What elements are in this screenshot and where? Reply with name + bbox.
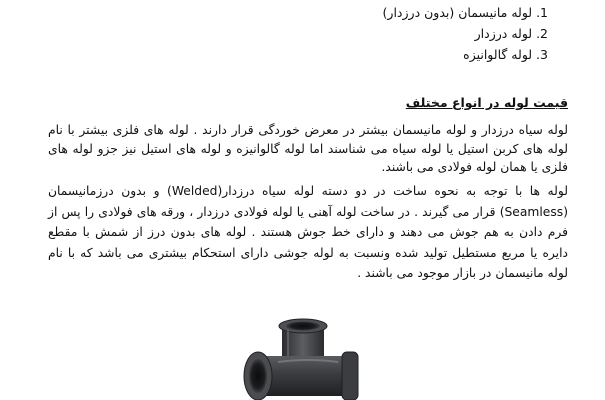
list-item: 2. لوله درزدار bbox=[474, 26, 548, 41]
paragraph-corrosion: لوله سیاه درزدار و لوله مانیسمان بیشتر در معرض خوردگی قرار دارند . لوله های فلزی بیشتر با نام لوله های کربن استیل یا لوله سیاه می شناسند اما لوله گالوانیزه و لوله های استیل نیز جزو لوله های فلزی یا همان لوله فولادی می باشند. bbox=[48, 123, 568, 174]
tee-right-collar bbox=[342, 352, 358, 400]
section-heading: قیمت لوله در انواع مختلف bbox=[405, 95, 568, 110]
list-item: 1. لوله مانیسمان (بدون درزدار) bbox=[382, 5, 548, 20]
paragraph-manufacturing: لوله ها با توجه به نحوه ساخت در دو دسته لوله سیاه درزدار(Welded) و بدون درزمانیسمان (Seamless) قرار می گیرند . در ساخت لوله آهنی یا لوله فولادی درزدار ، ورقه های فولادی را پس از فرم دادن به هم جوش می دهند و دارای خط جوش هستند . لوله های بدون درز از شمش با مقطع دایره یا مربع مستطیل تولید شده ونسبت به لوله جوشی دارای استحکام بیشتری می باشد که با نام لوله مانیسمان در بازار موجود می باشند . bbox=[48, 184, 568, 280]
tee-left-opening bbox=[249, 359, 267, 393]
pipe-tee-fitting-image bbox=[238, 318, 366, 400]
tee-branch-opening bbox=[286, 322, 320, 331]
pipe-types-list bbox=[383, 2, 548, 65]
list-item: 3. لوله گالوانیزه bbox=[463, 47, 548, 62]
